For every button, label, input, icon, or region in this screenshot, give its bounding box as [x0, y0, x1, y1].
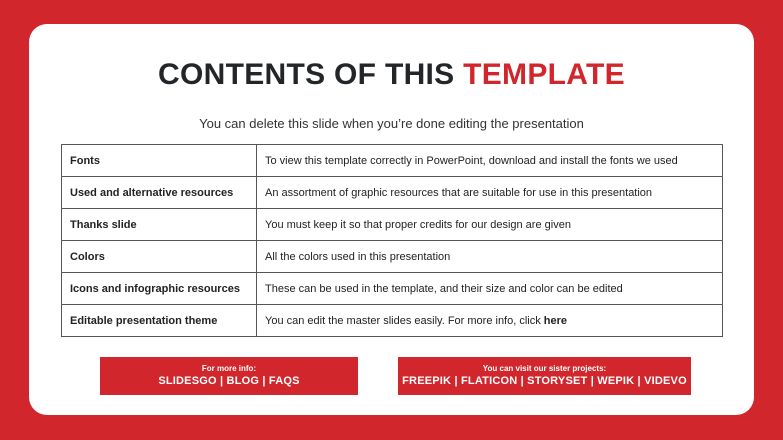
subtitle: You can delete this slide when you’re done editing the presentation [199, 116, 584, 131]
sister-projects-button[interactable] [398, 357, 691, 395]
row-label: Fonts [62, 145, 257, 177]
row-text: To view this template correctly in PowerPoint, download and install the fonts we used [257, 145, 723, 177]
more-info-button[interactable] [100, 357, 358, 395]
table-row [62, 273, 723, 305]
row-label: Used and alternative resources [62, 177, 257, 209]
row-label: Colors [62, 241, 257, 273]
table-row [62, 305, 723, 337]
row-text: These can be used in the template, and their size and color can be edited [257, 273, 723, 305]
more-info-caption: For more info: [201, 364, 257, 373]
contents-table [61, 144, 723, 337]
sister-projects-caption: You can visit our sister projects: [482, 364, 607, 373]
row-label: Icons and infographic resources [62, 273, 257, 305]
more-info-links: SLIDESGO | BLOG | FAQS [158, 375, 300, 387]
row-text: All the colors used in this presentation [257, 241, 723, 273]
row-text: An assortment of graphic resources that are suitable for use in this presentation [257, 177, 723, 209]
slide-card [29, 24, 754, 415]
row-text-container [257, 305, 723, 337]
row-text: You can edit the master slides easily. For more info, click [265, 314, 544, 327]
table-row [62, 177, 723, 209]
page-title [29, 57, 754, 93]
sister-projects-links: FREEPIK | FLATICON | STORYSET | WEPIK | VIDEVO [402, 375, 687, 387]
table-row [62, 209, 723, 241]
here-link[interactable]: here [543, 314, 568, 327]
row-label: Thanks slide [62, 209, 257, 241]
table-row [62, 241, 723, 273]
table-row [62, 145, 723, 177]
row-text: You must keep it so that proper credits for our design are given [257, 209, 723, 241]
row-label: Editable presentation theme [62, 305, 257, 337]
title-main: CONTENTS OF THIS [158, 58, 464, 91]
title-accent: TEMPLATE [463, 58, 625, 91]
